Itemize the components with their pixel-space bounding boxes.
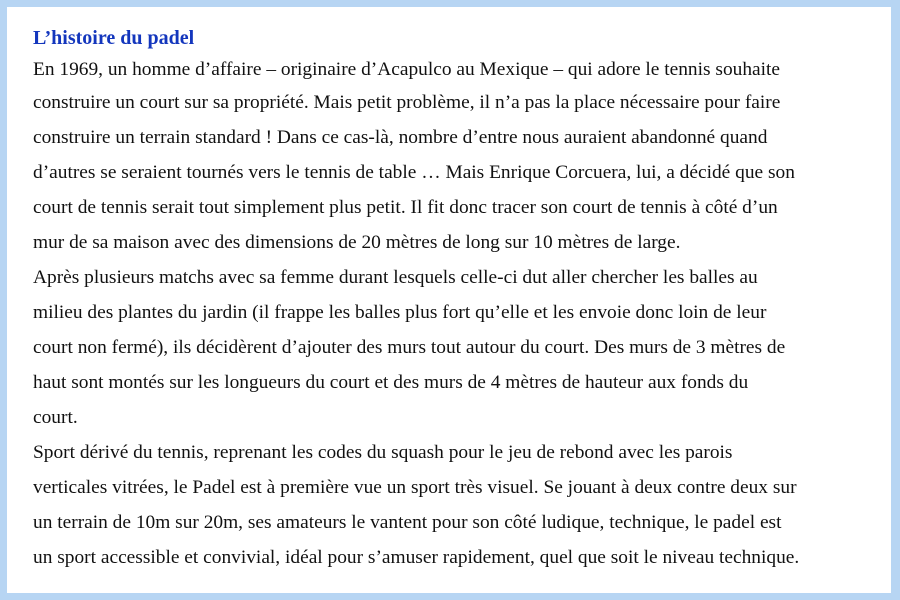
text-line: court de tennis serait tout simplement plus petit. Il fit donc tracer son court de tennis à côté d’un xyxy=(33,197,778,218)
text-line: milieu des plantes du jardin (il frappe les balles plus fort qu’elle et les envoie donc loin de leur xyxy=(33,302,767,323)
text-line: construire un court sur sa propriété. Mais petit problème, il n’a pas la place nécessaire pour faire xyxy=(33,92,781,113)
text-line: haut sont montés sur les longueurs du court et des murs de 4 mètres de hauteur aux fonds du xyxy=(33,372,749,393)
text-line: un terrain de 10m sur 20m, ses amateurs le vantent pour son côté ludique, technique, le padel est xyxy=(33,512,782,533)
text-line: En 1969, un homme d’affaire – originaire d’Acapulco au Mexique – qui adore le tennis souhaite xyxy=(33,59,781,80)
text-line: verticales vitrées, le Padel est à première vue un sport très visuel. Se jouant à deux contre deux sur xyxy=(33,477,797,498)
paragraph-sport xyxy=(33,435,891,575)
paragraph-origin xyxy=(33,55,891,260)
text-line: d’autres se seraient tournés vers le tennis de table … Mais Enrique Corcuera, lui, a décidé que son xyxy=(33,162,795,183)
text-line: court non fermé), ils décidèrent d’ajouter des murs tout autour du court. Des murs de 3 mètres de xyxy=(33,337,786,358)
text-line: Après plusieurs matchs avec sa femme durant lesquels celle-ci dut aller chercher les balles au xyxy=(33,267,758,288)
text-line: un sport accessible et convivial, idéal pour s’amuser rapidement, quel que soit le niveau technique. xyxy=(33,547,800,568)
article-title: L’histoire du padel xyxy=(33,27,195,49)
paragraph-walls xyxy=(33,260,891,435)
text-line: Sport dérivé du tennis, reprenant les codes du squash pour le jeu de rebond avec les parois xyxy=(33,442,733,463)
text-line: court. xyxy=(33,407,78,428)
article-card xyxy=(7,7,891,593)
text-line: mur de sa maison avec des dimensions de 20 mètres de long sur 10 mètres de large. xyxy=(33,232,681,253)
text-line: construire un terrain standard ! Dans ce cas-là, nombre d’entre nous auraient abandonné quand xyxy=(33,127,768,148)
